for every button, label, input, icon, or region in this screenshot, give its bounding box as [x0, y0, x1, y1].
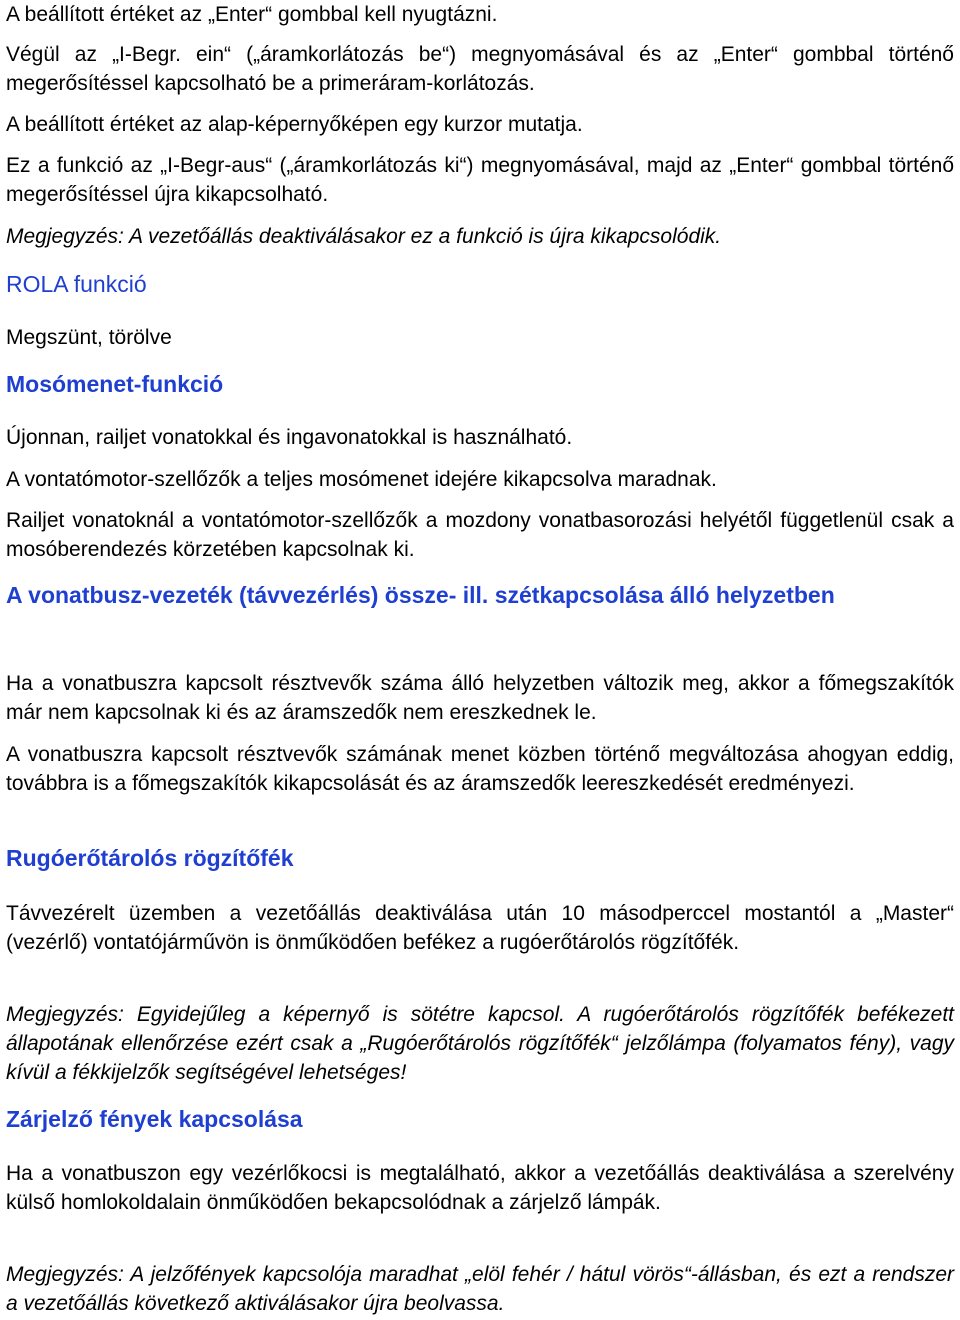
- paragraph-rola-removed: Megszünt, törölve: [6, 326, 172, 349]
- paragraph-wash-fans-off: A vontatómotor-szellőzők a teljes mosómenet idejére kikapcsolva maradnak.: [6, 468, 717, 491]
- paragraph-bus-standstill: Ha a vonatbuszra kapcsolt résztvevők száma álló helyzetben változik meg, akkor a főmegszakítók már nem kapcsolnak ki és az áramszedők nem ereszkednek le.: [6, 672, 954, 724]
- note-cab-deactivation: Megjegyzés: A vezetőállás deaktiválásakor ez a funkció is újra kikapcsolódik.: [6, 225, 722, 248]
- heading-spring-brake: Rugóerőtárolós rögzítőfék: [6, 845, 294, 871]
- heading-rola: ROLA funkció: [6, 271, 147, 297]
- paragraph-railjet-fans: Railjet vonatoknál a vontatómotor-szellőzők a mozdony vonatbasorozási helyétől függetlenül csak a mosóberendezés körzetében kapcsolnak ki.: [6, 509, 954, 561]
- note-tail-lights: Megjegyzés: A jelzőfények kapcsolója maradhat „elöl fehér / hátul vörös“-állásban, és ezt a rendszer a vezetőállás következő aktiválásakor újra beolvassa.: [6, 1263, 954, 1315]
- paragraph-primary-current-off: Ez a funkció az „I-Begr-aus“ („áramkorlátozás ki“) megnyomásával, majd az „Enter“ gombbal történő megerősítéssel újra kikapcsolható.: [6, 154, 954, 206]
- paragraph-bus-moving: A vonatbuszra kapcsolt résztvevők számának menet közben történő megváltozása ahogyan eddig, továbbra is a főmegszakítók kikapcsolását és az áramszedők leereszkedését eredményezi.: [6, 743, 954, 795]
- note-spring-brake: Megjegyzés: Egyidejűleg a képernyő is sötétre kapcsol. A rugóerőtárolós rögzítőfék befékezett állapotának ellenőrzése ezért csak a „Rugóerőtárolós rögzítőfék“ jelzőlámpa (folyamatos fény), vagy kívül a fékkijelzők segítségével lehetséges!: [6, 1003, 954, 1084]
- paragraph-cursor-display: A beállított értéket az alap-képernyőképen egy kurzor mutatja.: [6, 113, 583, 136]
- heading-wash-mode: Mosómenet-funkció: [6, 371, 224, 397]
- paragraph-enter-confirm: A beállított értéket az „Enter“ gombbal kell nyugtázni.: [6, 3, 498, 26]
- paragraph-spring-brake: Távvezérelt üzemben a vezetőállás deaktiválása után 10 másodperccel mostantól a „Master“ (vezérlő) vontatójárművön is önműködően befékez a rugóerőtárolós rögzítőfék.: [6, 902, 954, 954]
- paragraph-wash-new: Újonnan, railjet vonatokkal és ingavonatokkal is használható.: [6, 426, 573, 449]
- paragraph-primary-current-on: Végül az „I-Begr. ein“ („áramkorlátozás be“) megnyomásával és az „Enter“ gombbal történő megerősítéssel kapcsolható be a primeráram-korlátozás.: [6, 43, 954, 95]
- heading-train-bus: A vonatbusz-vezeték (távvezérlés) össze- ill. szétkapcsolása álló helyzetben: [6, 582, 835, 608]
- paragraph-tail-lights: Ha a vonatbuszon egy vezérlőkocsi is megtalálható, akkor a vezetőállás deaktiválása a szerelvény külső homlokoldalain önműködően bekapcsolódnak a zárjelző lámpák.: [6, 1162, 954, 1214]
- heading-tail-lights: Zárjelző fények kapcsolása: [6, 1106, 303, 1132]
